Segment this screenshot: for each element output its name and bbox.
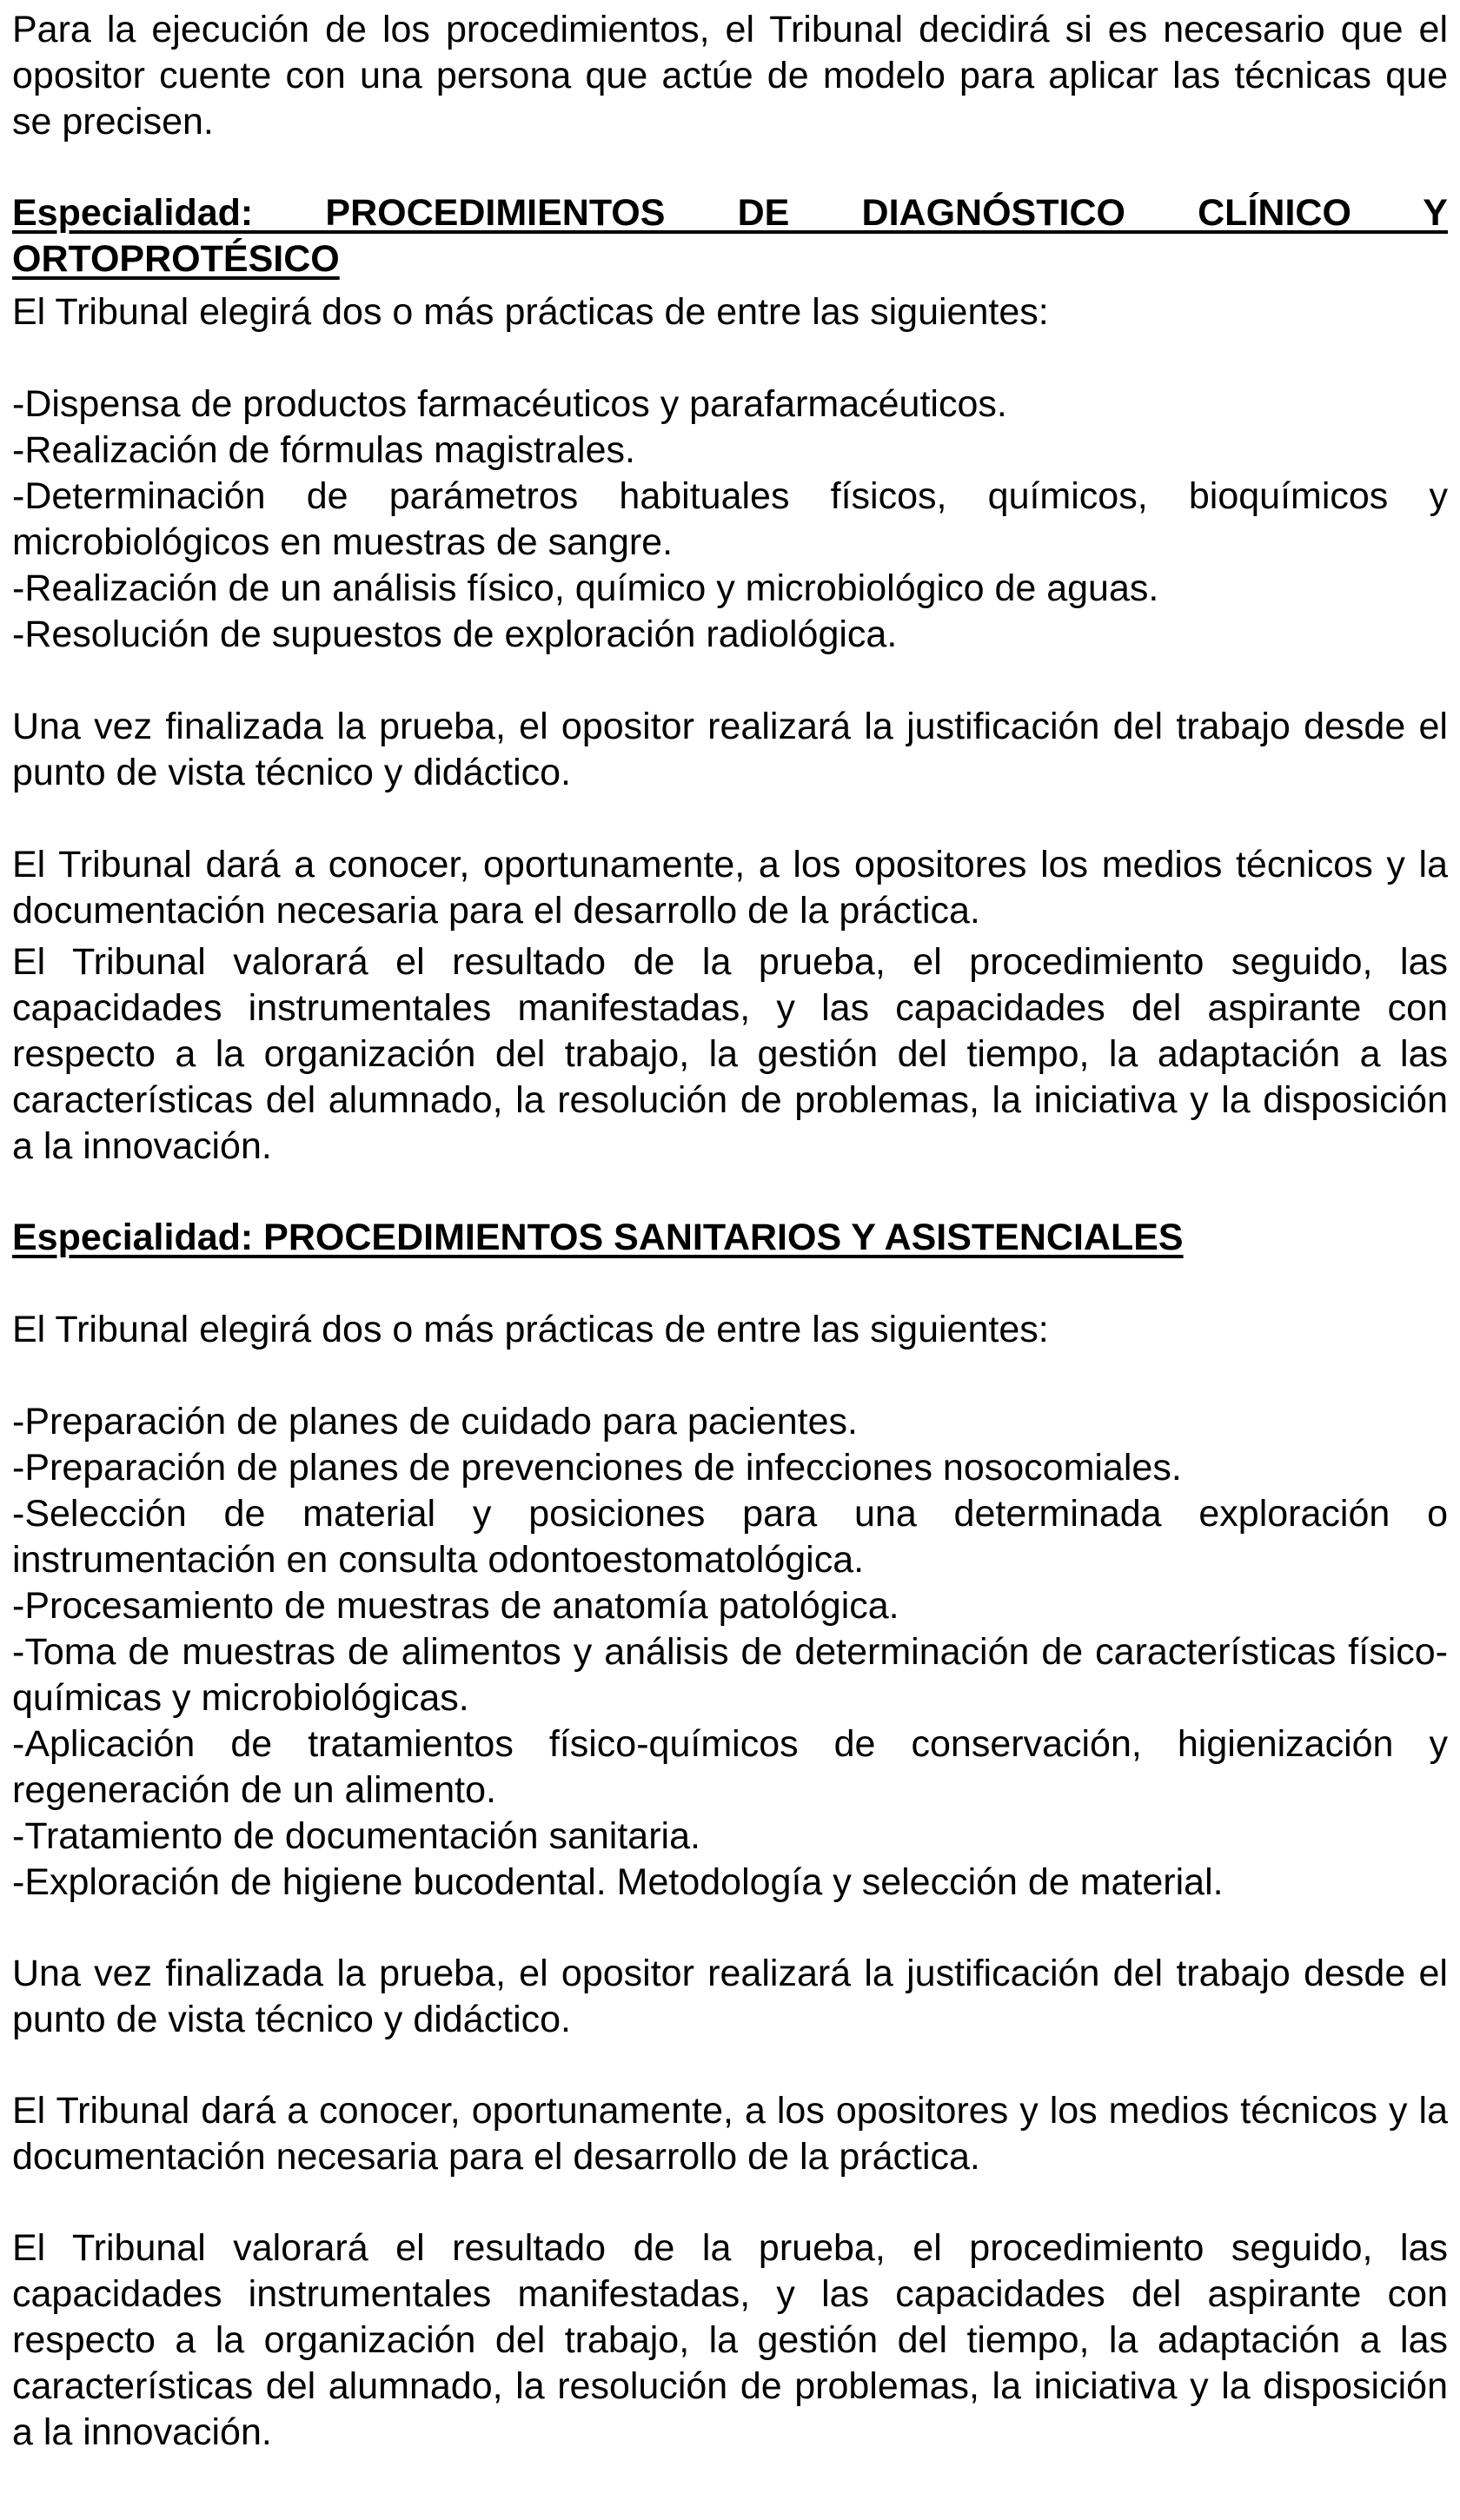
list-item: -Tratamiento de documentación sanitaria. [12, 1815, 700, 1857]
list-item: -Preparación de planes de prevenciones de infecciones nosocomiales. [12, 1447, 1182, 1489]
list-item: -Selección de material y posiciones para una determinada exploración o instrumentación en consulta odontoestomatológica. [12, 1493, 1448, 1581]
document-page [12, 0, 1448, 2456]
intro-paragraph: Para la ejecución de los procedimientos, el Tribunal decidirá si es necesario que el opositor cuente con una persona que actúe de modelo para aplicar las técnicas que se precisen. [12, 9, 1448, 143]
list-item: -Toma de muestras de alimentos y análisis de determinación de características físico-químicas y microbiológicas. [12, 1631, 1448, 1719]
section1-evaluation: El Tribunal valorará el resultado de la prueba, el procedimiento seguido, las capacidades instrumentales manifestadas, y las capacidades del aspirante con respecto a la organización del trabajo, la gestión del tiempo, la adaptación a las características del alumnado, la resolución de problemas, la iniciativa y la disposición a la innovación. [12, 941, 1448, 1167]
section2-heading: Especialidad: PROCEDIMIENTOS SANITARIOS Y ASISTENCIALES [12, 1217, 1184, 1258]
list-item: -Dispensa de productos farmacéuticos y parafarmacéuticos. [12, 383, 1007, 425]
list-item: -Determinación de parámetros habituales físicos, químicos, bioquímicos y microbiológicos en muestras de sangre. [12, 475, 1448, 563]
section2-justification: Una vez finalizada la prueba, el opositor realizará la justificación del trabajo desde el punto de vista técnico y didáctico. [12, 1953, 1448, 2040]
section1-resources: El Tribunal dará a conocer, oportunamente, a los opositores los medios técnicos y la documentación necesaria para el desarrollo de la práctica. [12, 844, 1448, 932]
list-item: -Resolución de supuestos de exploración radiológica. [12, 613, 898, 655]
list-item: -Aplicación de tratamientos físico-químicos de conservación, higienización y regeneración de un alimento. [12, 1723, 1448, 1811]
section2-resources: El Tribunal dará a conocer, oportunamente, a los opositores y los medios técnicos y la documentación necesaria para el desarrollo de la práctica. [12, 2090, 1448, 2178]
section2-lead: El Tribunal elegirá dos o más prácticas de entre las siguientes: [12, 1309, 1049, 1350]
section2-evaluation: El Tribunal valorará el resultado de la prueba, el procedimiento seguido, las capacidades instrumentales manifestadas, y las capacidades del aspirante con respecto a la organización del trabajo, la gestión del tiempo, la adaptación a las características del alumnado, la resolución de problemas, la iniciativa y la disposición a la innovación. [12, 2227, 1448, 2453]
section1-lead: El Tribunal elegirá dos o más prácticas de entre las siguientes: [12, 291, 1049, 333]
list-item: -Procesamiento de muestras de anatomía patológica. [12, 1585, 899, 1627]
list-item: -Preparación de planes de cuidado para pacientes. [12, 1401, 858, 1442]
list-item: -Realización de fórmulas magistrales. [12, 429, 635, 471]
section1-practice-list [12, 381, 1448, 658]
section1-justification: Una vez finalizada la prueba, el opositor realizará la justificación del trabajo desde el punto de vista técnico y didáctico. [12, 706, 1448, 793]
section2-practice-list [12, 1399, 1448, 1906]
list-item: -Realización de un análisis físico, químico y microbiológico de aguas. [12, 567, 1159, 609]
list-item: -Exploración de higiene bucodental. Metodología y selección de material. [12, 1861, 1224, 1903]
section1-heading: Especialidad: PROCEDIMIENTOS DE DIAGNÓSTICO CLÍNICO Y ORTOPROTÉSICO [12, 192, 1448, 280]
